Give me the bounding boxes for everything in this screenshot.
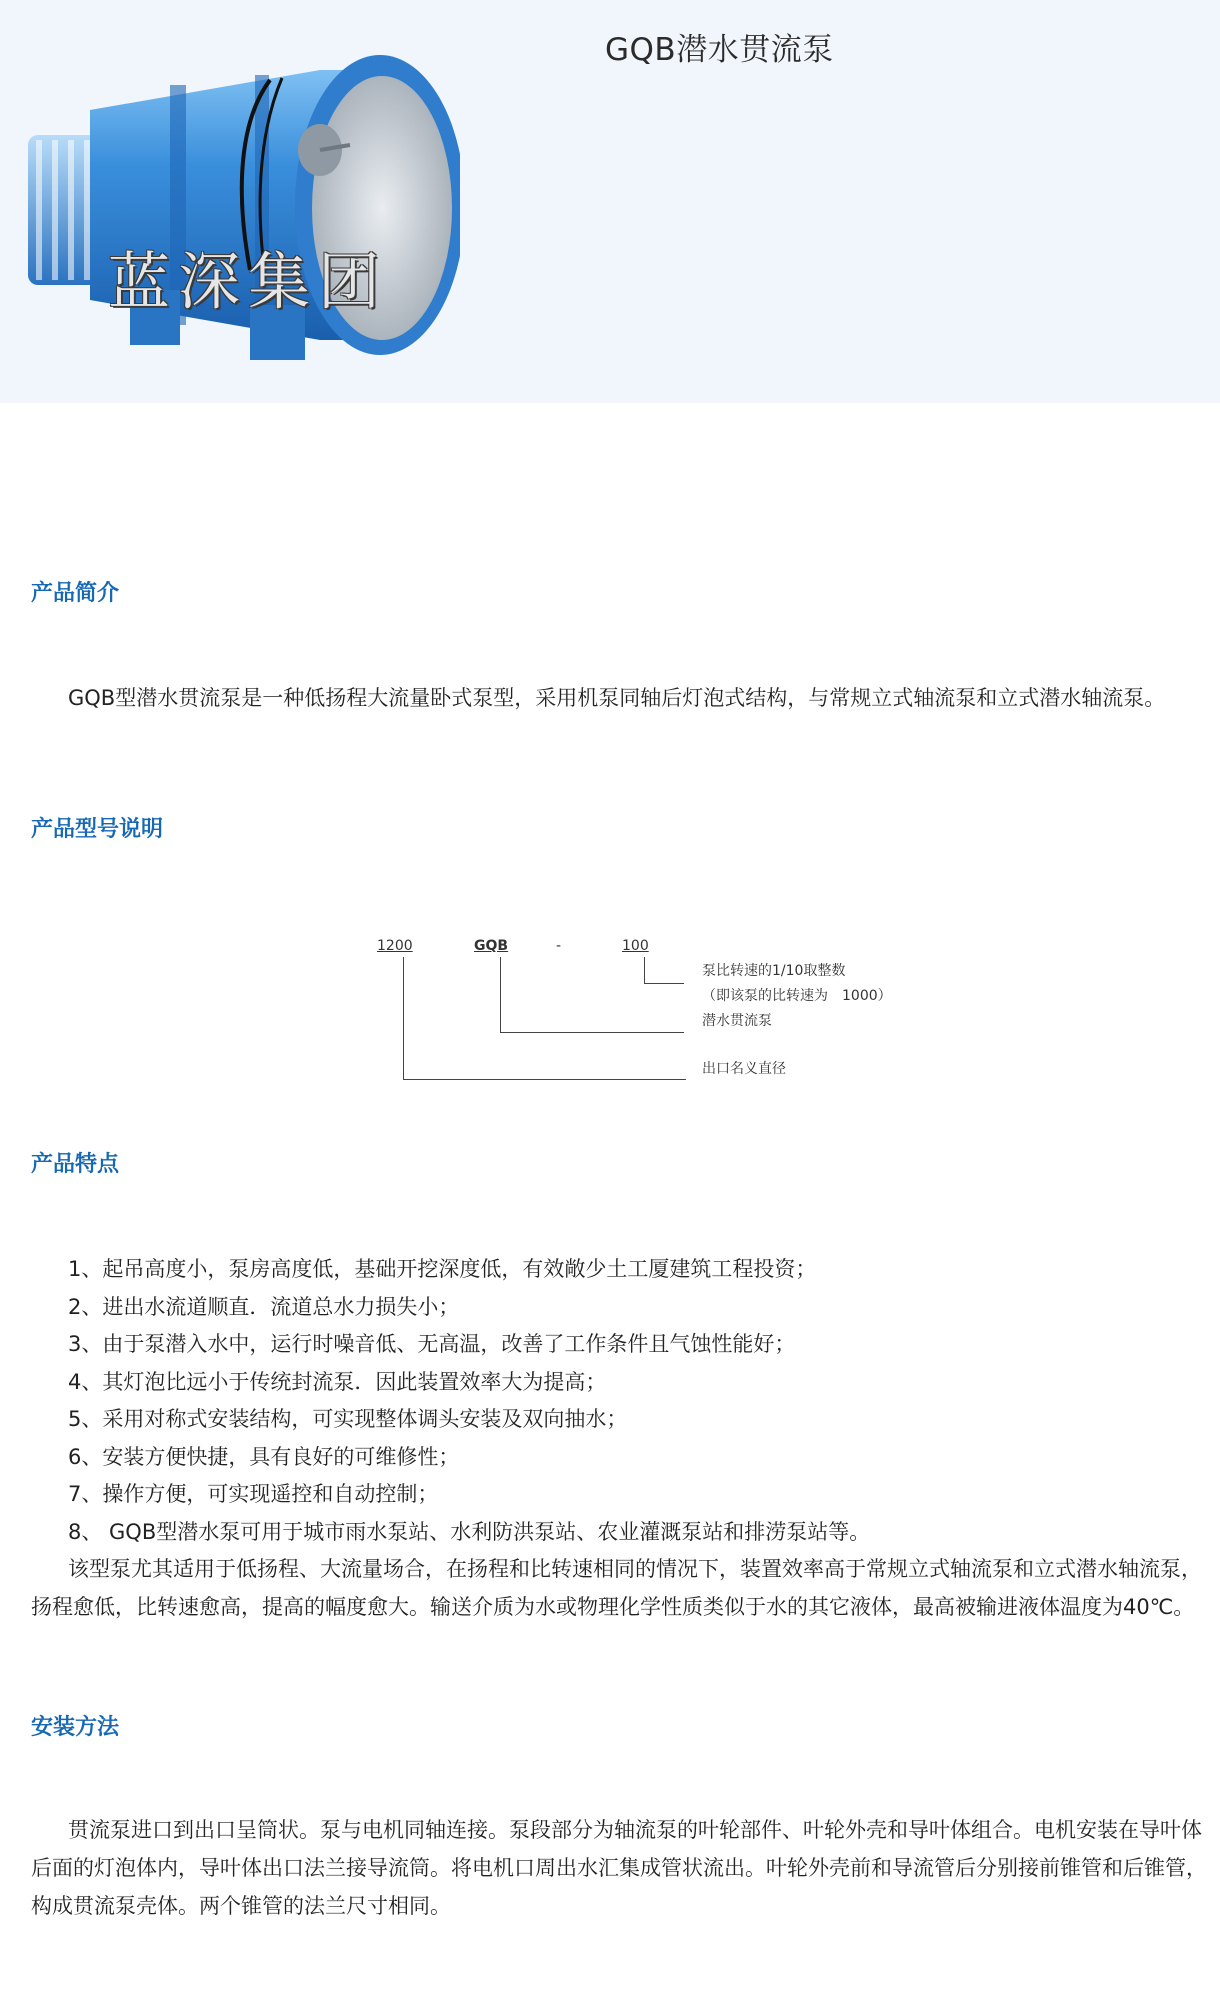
intro-heading: 产品简介 <box>31 581 120 606</box>
install-heading: 安装方法 <box>31 1715 120 1740</box>
model-code-diagram <box>370 925 930 1085</box>
install-line2: 后面的灯泡体内，导叶体出口法兰接导流筒。将电机口周出水汇集成管状流出。叶轮外壳前和导流管后分别接前锥管和后锥管， <box>31 1856 1207 1880</box>
feature-item: 2、进出水流道顺直．流道总水力损失小； <box>68 1294 460 1319</box>
feature-item: 3、由于泵潜入水中，运行时噪音低、无高温，改善了工作条件且气蚀性能好； <box>68 1332 796 1356</box>
features-heading: 产品特点 <box>31 1152 120 1177</box>
type-leader-horizontal <box>500 1032 684 1033</box>
install-line1 <box>31 1812 1202 1850</box>
label-diameter: 出口名义直径 <box>702 1061 786 1077</box>
feature-item: 1、起吊高度小，泵房高度低，基础开挖深度低，有效敞少土工厦建筑工程投资； <box>68 1257 817 1281</box>
type-leader-vertical <box>500 957 501 1032</box>
install-line1-text: 贯流泵进口到出口呈筒状。泵与电机同轴连接。泵段部分为轴流泵的叶轮部件、叶轮外壳和导叶体组合。电机安装在导叶体 <box>68 1818 1202 1842</box>
code-type: GQB <box>474 938 509 954</box>
model-heading: 产品型号说明 <box>31 817 164 842</box>
page-title: GQB潜水贯流泵 <box>605 32 834 68</box>
code-dash: - <box>556 938 562 954</box>
label-speed-line1: 泵比转速的1/10取整数 <box>702 963 846 979</box>
feature-item: 6、安装方便快捷，具有良好的可维修性； <box>68 1444 460 1469</box>
feature-item: 8、 GQB型潜水泵可用于城市雨水泵站、水利防洪泵站、农业灌溉泵站和排涝泵站等。 <box>68 1519 871 1544</box>
feature-item: 4、其灯泡比远小于传统封流泵．因此装置效率大为提高； <box>68 1369 607 1394</box>
company-watermark: 蓝深集团 <box>108 245 389 318</box>
code-diameter: 1200 <box>377 938 413 954</box>
product-header <box>0 0 1220 403</box>
features-summary-line1 <box>31 1551 1202 1589</box>
code-speed: 100 <box>622 938 649 954</box>
feature-item: 7、操作方便，可实现遥控和自动控制； <box>68 1482 439 1506</box>
speed-leader-vertical <box>644 957 645 983</box>
install-line3: 构成贯流泵壳体。两个锥管的法兰尺寸相同。 <box>31 1894 451 1918</box>
label-speed-line2: （即该泵的比转速为 1000） <box>702 988 892 1004</box>
features-list <box>68 1251 870 1551</box>
feature-item: 5、采用对称式安装结构，可实现整体调头安装及双向抽水； <box>68 1407 628 1431</box>
diameter-leader-vertical <box>403 957 404 1079</box>
label-type: 潜水贯流泵 <box>702 1013 772 1029</box>
features-summary-line2: 扬程愈低，比转速愈高，提高的幅度愈大。输送介质为水或物理化学性质类似于水的其它液体，最高被输进液体温度为40℃。 <box>31 1595 1195 1619</box>
summary-line1-text: 该型泵尤其适用于低扬程、大流量场合，在扬程和比转速相同的情况下，装置效率高于常规立式轴流泵和立式潜水轴流泵， <box>68 1557 1202 1581</box>
intro-text: GQB型潜水贯流泵是一种低扬程大流量卧式泵型，采用机泵同轴后灯泡式结构，与常规立式轴流泵和立式潜水轴流泵。 <box>68 686 1166 710</box>
speed-leader-horizontal <box>644 983 684 984</box>
diameter-leader-horizontal <box>403 1079 686 1080</box>
